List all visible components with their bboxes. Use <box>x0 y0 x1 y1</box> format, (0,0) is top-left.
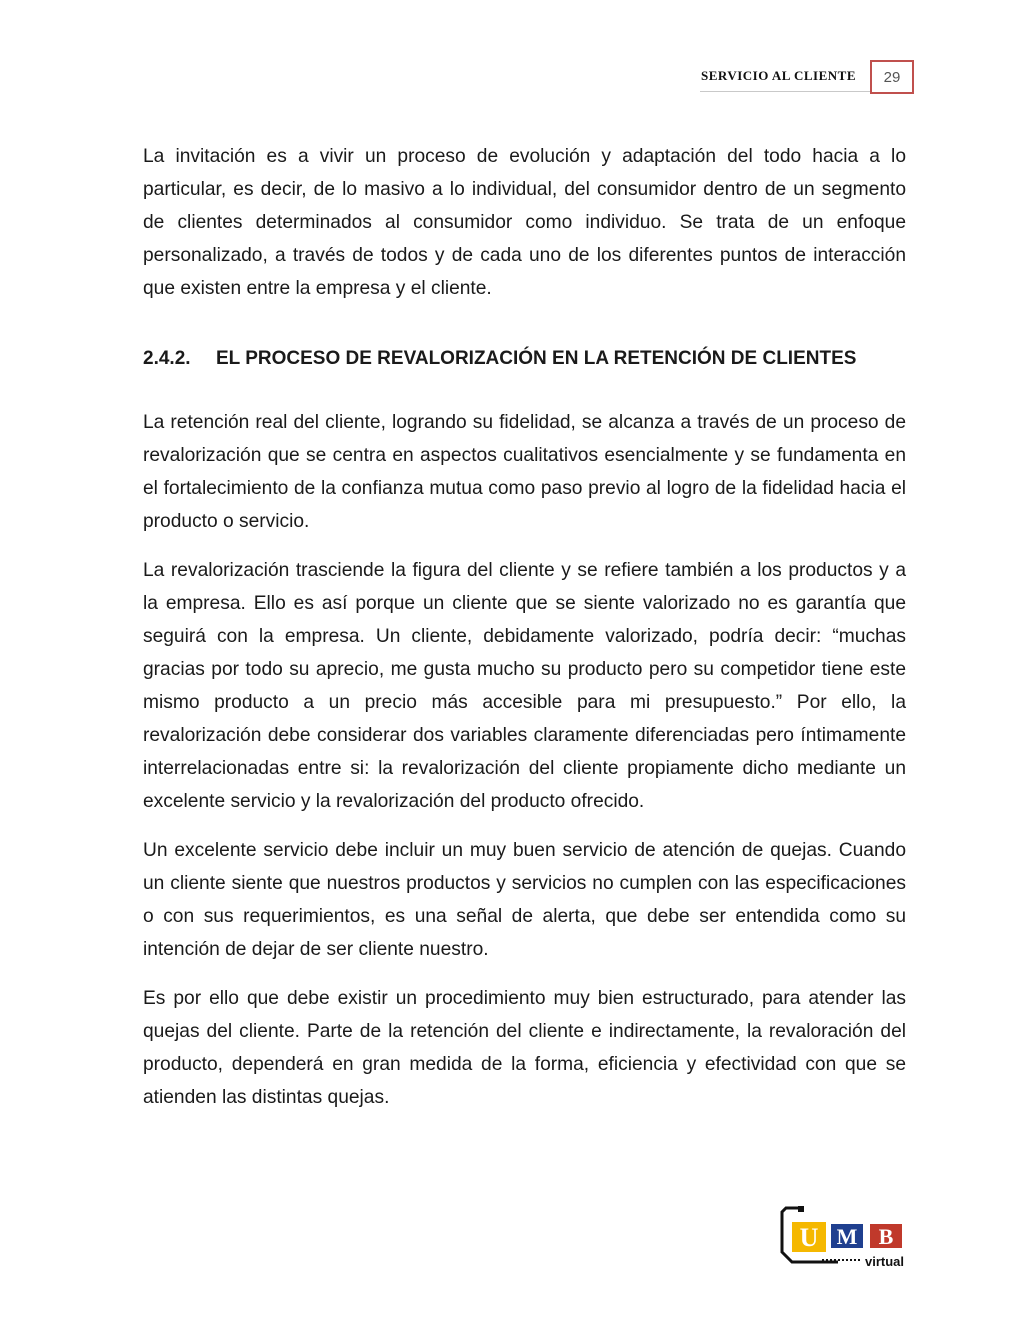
logo-tagline: virtual <box>864 1254 904 1269</box>
umb-virtual-logo <box>778 1204 908 1270</box>
intro-paragraph: La invitación es a vivir un proceso de evolución y adaptación del todo hacia a lo particular, es decir, de lo masivo a lo individual, del consumidor dentro de un segmento de clientes determinados al consumidor como individuo. Se trata de un enfoque personalizado, a través de todos y de cada uno de los diferentes puntos de interacción que existen entre la empresa y el cliente. <box>143 146 906 299</box>
body-paragraph: Un excelente servicio debe incluir un muy buen servicio de atención de quejas. Cuando un cliente siente que nuestros productos y servicios no cumplen con las especificaciones o con sus requerimientos, es una señal de alerta, que debe ser entendida como su intención de dejar de ser cliente nuestro. <box>143 840 906 960</box>
logo-letter-u: U <box>799 1223 819 1252</box>
page-number: 29 <box>870 60 914 94</box>
section-title: EL PROCESO DE REVALORIZACIÓN EN LA RETENCIÓN DE CLIENTES <box>216 348 857 369</box>
logo-letter-m: M <box>836 1224 858 1249</box>
page-header <box>0 60 1024 94</box>
body-paragraph: La revalorización trasciende la figura del cliente y se refiere también a los productos y a la empresa. Ello es así porque un cliente que se siente valorizado no es garantía que seguirá con la empresa. Un cliente, debidamente valorizado, podría decir: “muchas gracias por todo su aprecio, me gusta mucho su producto pero su competidor tiene este mismo producto a un precio más accesible para mi presupuesto.” Por ello, la revalorización debe considerar dos variables claramente diferenciadas pero íntimamente interrelacionadas entre si: la revalorización del cliente propiamente dicho mediante un excelente servicio y la revalorización del producto ofrecido. <box>143 560 906 812</box>
body-paragraph: La retención real del cliente, logrando su fidelidad, se alcanza a través de un proceso de revalorización que se centra en aspectos cualitativos esencialmente y se fundamenta en el fortalecimiento de la confianza mutua como paso previo al logro de la fidelidad hacia el producto o servicio. <box>143 412 906 532</box>
running-title: SERVICIO AL CLIENTE <box>701 68 856 83</box>
body-paragraph: Es por ello que debe existir un procedimiento muy bien estructurado, para atender las quejas del cliente. Parte de la retención del cliente e indirectamente, la revaloración del producto, dependerá en gran medida de la forma, eficiencia y efectividad con que se atienden las distintas quejas. <box>143 988 906 1108</box>
header-rule <box>700 91 870 92</box>
section-number: 2.4.2. <box>143 348 191 369</box>
logo-letter-b: B <box>878 1224 894 1249</box>
logo-frame-tab <box>798 1206 804 1212</box>
page-content <box>143 140 906 1114</box>
section-heading <box>143 342 906 375</box>
